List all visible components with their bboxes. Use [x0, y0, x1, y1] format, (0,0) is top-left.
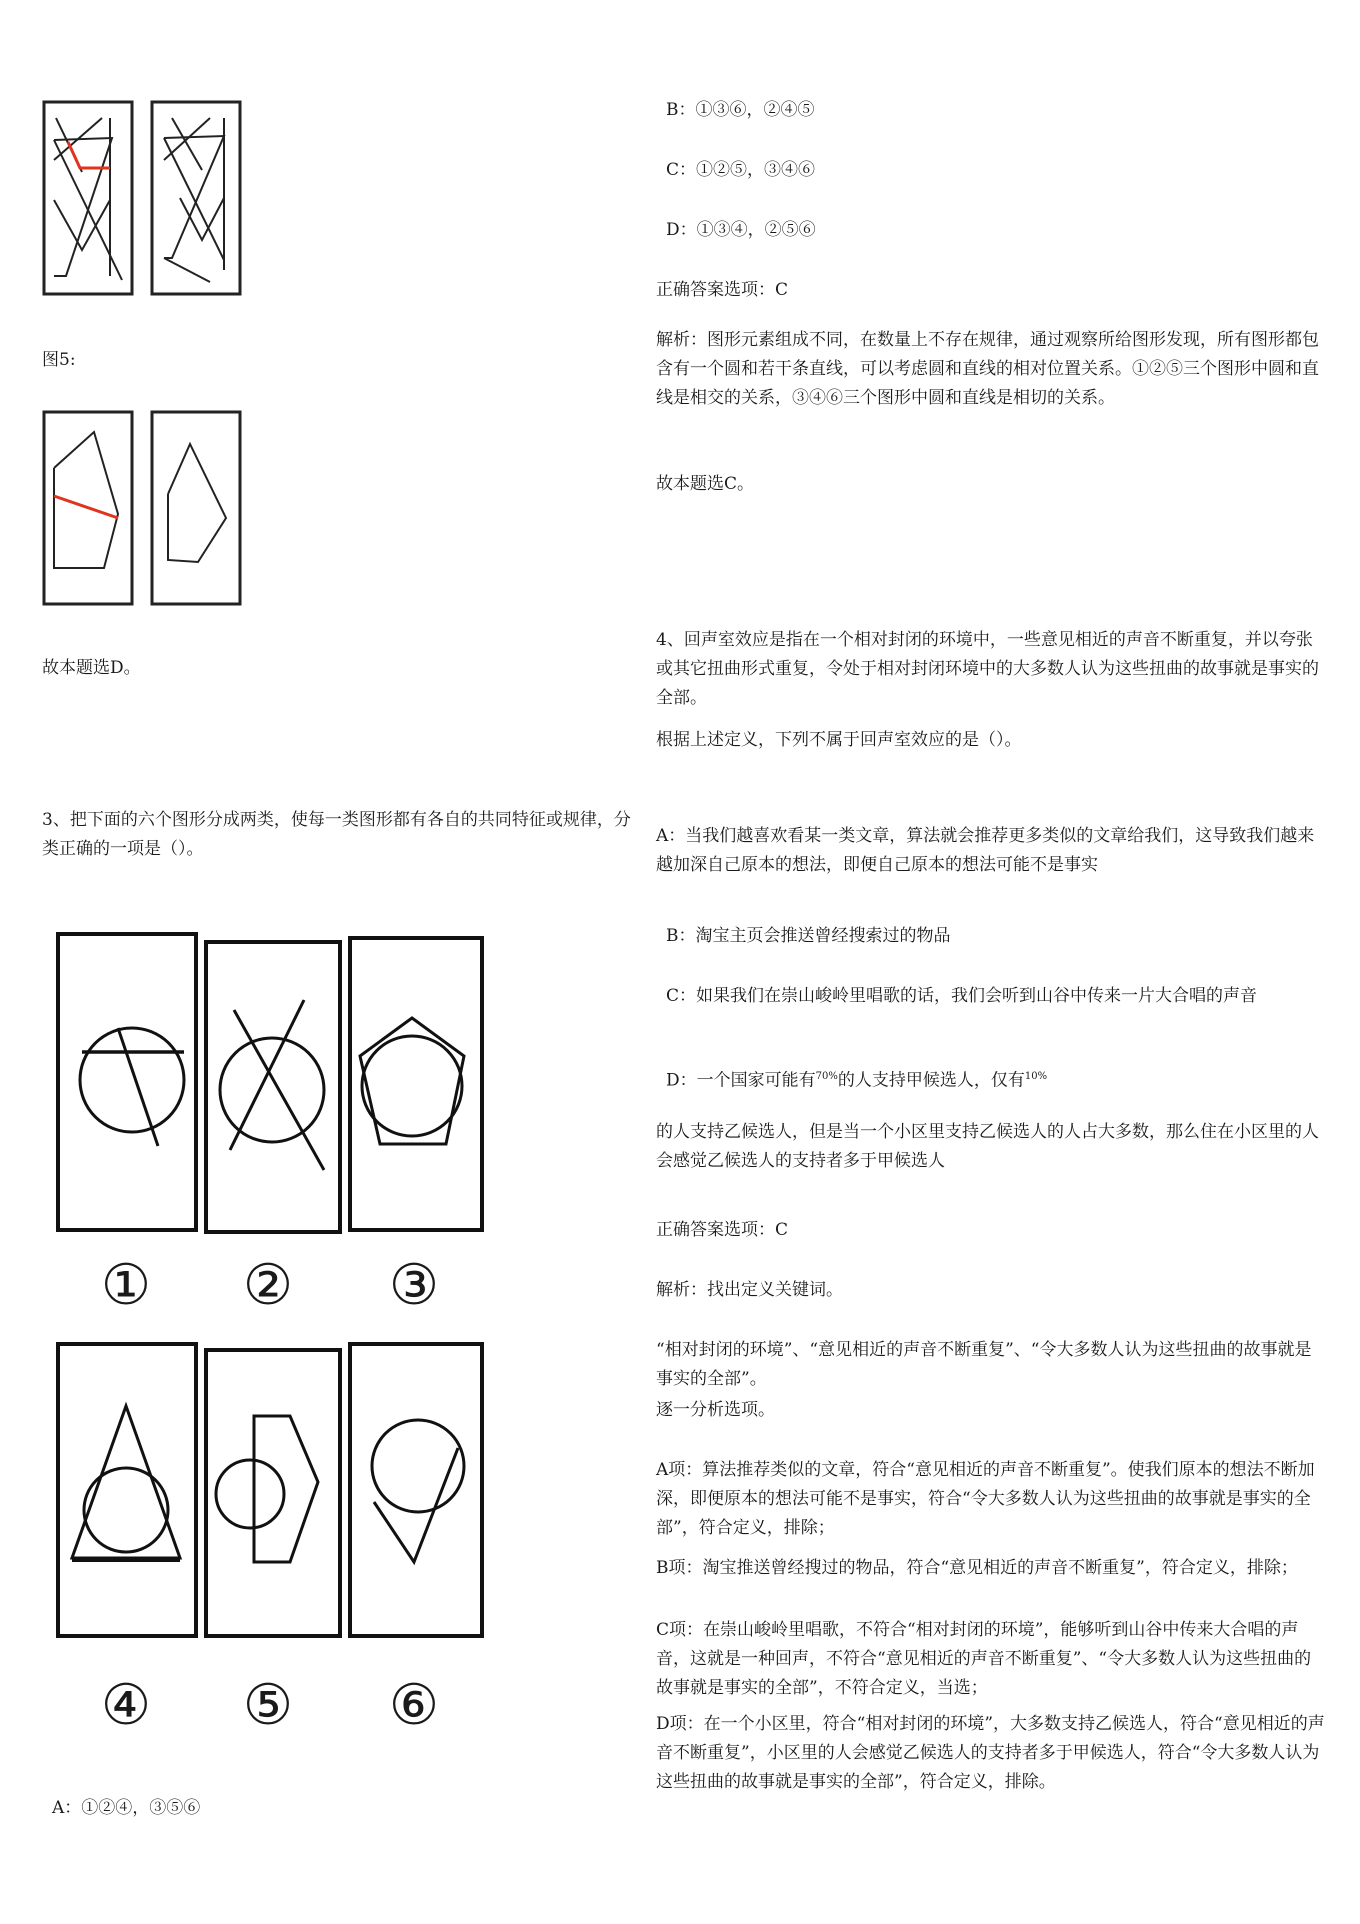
q3-number-4: ④	[100, 1673, 152, 1738]
q4-option-d-continued: 的人支持乙候选人，但是当一个小区里支持乙候选人的人占大多数，那么住在小区里的人会感觉乙候选人的支持者多于甲候选人	[656, 1122, 1319, 1171]
q4-option-d	[666, 1062, 1047, 1096]
q4-analysis-a: A项：算法推荐类似的文章，符合“意见相近的声音不断重复”。使我们原本的想法不断加深，即便原本的想法可能不是事实，符合“令大多数人认为这些扭曲的故事就是事实的全部”，符合定义，排除；	[656, 1460, 1315, 1538]
figure-4-left	[42, 100, 134, 296]
q3-answer: 正确答案选项：C	[656, 280, 789, 300]
q4-stem: 4、回声室效应是指在一个相对封闭的环境中，一些意见相近的声音不断重复，并以夸张或其它扭曲形式重复，令处于相对封闭环境中的大多数人认为这些扭曲的故事就是事实的全部。	[656, 630, 1319, 708]
q3-figure-6	[350, 1344, 482, 1636]
q3-figure-4	[58, 1344, 196, 1636]
q3-option-b: B：①③⑥，②④⑤	[666, 100, 815, 120]
q3-option-d: D：①③④，②⑤⑥	[666, 220, 816, 240]
q4-option-d-part1: D：一个国家可能有	[666, 1070, 816, 1091]
q3-figure-2	[206, 942, 340, 1232]
q4-analysis-c: C项：在崇山峻岭里唱歌，不符合“相对封闭的环境”，能够听到山谷中传来大合唱的声音，这就是一种回声，不符合“意见相近的声音不断重复”、“令大多数人认为这些扭曲的故事就是事实的全部”，不符合定义，当选；	[656, 1620, 1312, 1698]
q3-number-3: ③	[388, 1253, 440, 1318]
q3-analysis: 解析：图形元素组成不同，在数量上不存在规律，通过观察所给图形发现，所有图形都包含有一个圆和若干条直线，可以考虑圆和直线的相对位置关系。①②⑤三个图形中圆和直线是相交的关系，③④⑥三个图形中圆和直线是相切的关系。	[656, 330, 1319, 408]
q4-option-c: C：如果我们在崇山峻岭里唱歌的话，我们会听到山谷中传来一片大合唱的声音	[666, 986, 1258, 1006]
figure-5-label: 图5:	[42, 350, 76, 370]
q3-stem: 3、把下面的六个图形分成两类，使每一类图形都有各自的共同特征或规律，分类正确的一项是（）。	[42, 810, 631, 859]
q3-figure-1	[58, 934, 196, 1230]
figure-4-right	[150, 100, 242, 296]
q4-option-b: B：淘宝主页会推送曾经搜索过的物品	[666, 926, 951, 946]
q3-option-c: C：①②⑤，③④⑥	[666, 160, 816, 180]
q2-conclusion: 故本题选D。	[42, 658, 141, 678]
q4-option-d-part2: 的人支持甲候选人，仅有	[837, 1070, 1025, 1091]
q3-conclusion: 故本题选C。	[656, 474, 755, 494]
q4-analysis-intro: 解析：找出定义关键词。	[656, 1280, 843, 1300]
q3-option-a: A：①②④，③⑤⑥	[52, 1798, 201, 1818]
q4-analysis-d: D项：在一个小区里，符合“相对封闭的环境”，大多数支持乙候选人，符合“意见相近的声音不断重复”，小区里的人会感觉乙候选人的支持者多于甲候选人，符合“令大多数人认为这些扭曲的故事就是事实的全部”，符合定义，排除。	[656, 1714, 1325, 1792]
q4-keywords: “相对封闭的环境”、“意见相近的声音不断重复”、“令大多数人认为这些扭曲的故事就是事实的全部”。	[656, 1340, 1312, 1389]
q4-option-d-pct2: 10%	[1024, 1071, 1048, 1082]
q3-number-1: ①	[100, 1253, 152, 1318]
q3-figure-3	[350, 938, 482, 1230]
q4-option-d-pct1: 70%	[815, 1071, 838, 1082]
q4-option-a: A：当我们越喜欢看某一类文章，算法就会推荐更多类似的文章给我们，这导致我们越来越加深自己原本的想法，即便自己原本的想法可能不是事实	[656, 826, 1315, 875]
figure-5-right	[150, 410, 242, 606]
q3-number-5: ⑤	[242, 1673, 294, 1738]
q4-step: 逐一分析选项。	[656, 1400, 775, 1420]
q4-analysis-b: B项：淘宝推送曾经搜过的物品，符合“意见相近的声音不断重复”，符合定义，排除；	[656, 1558, 1298, 1578]
q3-number-2: ②	[242, 1253, 294, 1318]
figure-5-left	[42, 410, 134, 606]
q3-number-6: ⑥	[388, 1673, 440, 1738]
q3-figure-5	[206, 1350, 340, 1636]
q4-answer: 正确答案选项：C	[656, 1220, 789, 1240]
q4-prompt: 根据上述定义，下列不属于回声室效应的是（）。	[656, 730, 1022, 750]
